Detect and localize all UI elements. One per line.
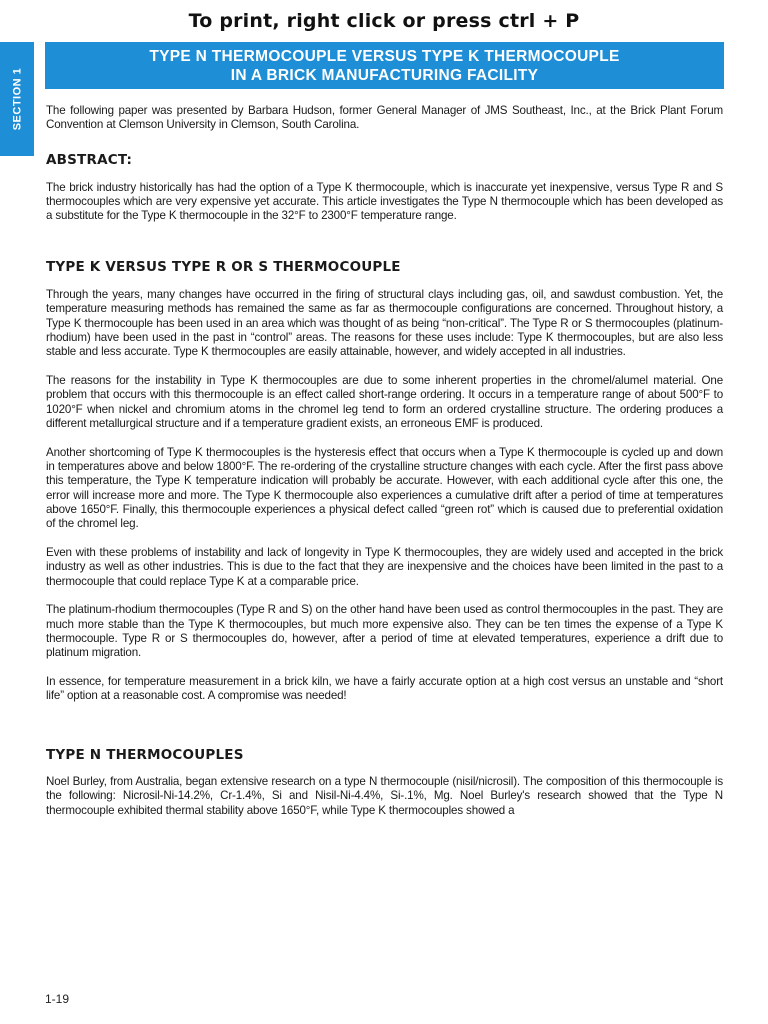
page-number: 1-19 bbox=[45, 992, 70, 1006]
section-heading-type-k: TYPE K VERSUS TYPE R OR S THERMOCOUPLE bbox=[46, 258, 401, 275]
body-paragraph: Another shortcoming of Type K thermocouples is the hysteresis effect that occurs when a Type K thermocouple is cycled up and down in temperatures above and below 1800°F. The re-ordering of the crystalline structure changes with each cycle. After the first pass above this temperature, the Type K temperature indication will probably be accurate. However, with each additional cycle after this one, the error will increase more and more. The Type K thermocouple also experiences a cumulative drift after a period of time at temperatures above 1650°F. Finally, this thermocouple experiences a physical defect called “green rot” which is caused due to preferential oxidation of the chromel leg. bbox=[46, 445, 723, 531]
body-paragraph: The platinum-rhodium thermocouples (Type R and S) on the other hand have been used as control thermocouples in the past. They are much more stable than the Type K thermocouples, but much more expensive also. They can be ten times the expense of a Type K thermocouple. Type R or S thermocouples do, however, after a period of time at elevated temperatures, experience a drift due to platinum migration. bbox=[46, 603, 723, 660]
body-paragraph: Even with these problems of instability and lack of longevity in Type K thermocouples, they are widely used and accepted in the brick industry as well as other industries. This is due to the fact that they are inexpensive and the choices have been limited in the past to a thermocouple that could replace Type K at a comparable price. bbox=[46, 546, 723, 588]
body-paragraph: The reasons for the instability in Type K thermocouples are due to some inherent properties in the chromel/alumel material. One problem that occurs with this thermocouple is an effect called short-range ordering. It occurs in a temperature range of about 500°F to 1020°F when nickel and chromium atoms in the chromel leg tend to form an ordered crystalline structure. The ordering produces a different metallurgical structure and if a temperature gradient exists, an erroneous EMF is produced. bbox=[46, 374, 723, 430]
abstract-heading: ABSTRACT: bbox=[46, 151, 133, 168]
title-banner bbox=[45, 42, 724, 89]
abstract-paragraph: The brick industry historically has had the option of a Type K thermocouple, which is inaccurate yet inexpensive, versus Type R and S thermocouples which are very expensive yet accurate. This article investigates the Type N thermocouple which has been developed as a substitute for the Type K thermocouple in the 32°F to 2300°F temperature range. bbox=[46, 180, 723, 223]
section-heading-type-n: TYPE N THERMOCOUPLES bbox=[46, 746, 244, 763]
section-tab bbox=[0, 42, 34, 156]
section-tab-label: SECTION 1 bbox=[11, 67, 24, 131]
print-instruction: To print, right click or press ctrl + P bbox=[188, 10, 580, 32]
intro-paragraph: The following paper was presented by Barbara Hudson, former General Manager of JMS Southeast, Inc., at the Brick Plant Forum Convention at Clemson University in Clemson, South Carolina. bbox=[46, 104, 723, 132]
document-body bbox=[46, 104, 723, 832]
title-line-2: IN A BRICK MANUFACTURING FACILITY bbox=[230, 66, 539, 84]
body-paragraph: Through the years, many changes have occurred in the firing of structural clays including gas, oil, and sawdust combustion. Yet, the temperature measuring methods has remained the same as far as thermocouple configurations are concerned. Throughout history, a Type K thermocouple has been used in an area which was thought of as being “non-critical”. The Type R or S thermocouples (platinum-rhodium) have been used in the past in “control” areas. The reasons for these uses include: Type K thermocouples, but are also less stable and less accurate. Type K thermocouples are easily attainable, however, and widely accepted in all industries. bbox=[46, 288, 723, 359]
body-paragraph: In essence, for temperature measurement in a brick kiln, we have a fairly accurate option at a high cost versus an unstable and “short life” option at a reasonable cost. A compromise was needed! bbox=[46, 675, 723, 703]
title-line-1: TYPE N THERMOCOUPLE VERSUS TYPE K THERMOCOUPLE bbox=[149, 47, 620, 65]
body-paragraph: Noel Burley, from Australia, began extensive research on a type N thermocouple (nisil/nicrosil). The composition of this thermocouple is the following: Nicrosil-Ni-14.2%, Cr-1.4%, Si and Nisil-Ni-4.4%, Si-.1%, Mg. Noel Burley's research showed that the Type N thermocouple exhibited thermal stability above 1650°F, while Type K thermocouples showed a bbox=[46, 775, 723, 817]
